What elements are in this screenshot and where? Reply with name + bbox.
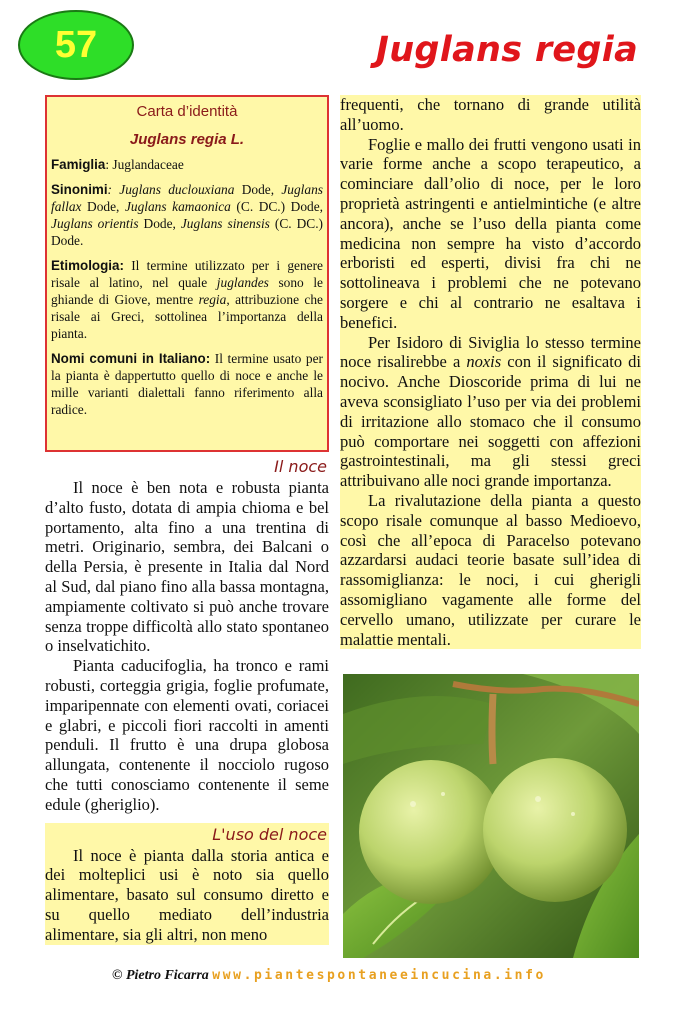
il-noce-paragraph-1: Il noce è ben nota e robusta pianta d’alto fusto, dotata di ampia chioma e bel portamento, alta fino a una trentina di metri. Originario, sembra, dei Balcani o della Persia, è presente in Italia dal Nord al Sud, dal piano fino alla bassa montagna, ampiamente coltivato si può anche trovare senza troppe difficoltà allo stato spontaneo o inselvatichito. (45, 478, 329, 656)
footer-site-link[interactable]: www.piantespontaneeincucina.info (212, 968, 546, 983)
uso-section-right (340, 95, 641, 649)
identity-card-species: Juglans regia L. (129, 131, 245, 148)
uso-paragraph-3: Per Isidoro di Siviglia lo stesso termine noce risalirebbe a noxis con il significato di nocivo. Anche Dioscoride prima di lui ne aveva sconsigliato l’uso per via dei problemi di irritazione allo stomaco che il consumo può comportare nei soggetti con affezioni gastrointestinali, ma gli stessi greci attribuivano alle noci grande importanza. (340, 332, 642, 491)
etimologia-label: Etimologia: (51, 258, 124, 273)
famiglia-label: Famiglia (51, 157, 106, 172)
page-number: 57 (54, 23, 98, 66)
nomi-comuni-entry (51, 350, 323, 418)
uso-paragraph-1: Il noce è pianta dalla storia antica e dei molteplici usi è noto sia quello alimentare, basato sul consumo diretto e su quello mediato dell’industria alimentare, sia gli altri, non meno (45, 845, 329, 944)
walnut-photo-icon (343, 674, 639, 958)
section-il-noce-title: Il noce (274, 457, 327, 476)
right-column (340, 95, 641, 649)
sinonimi-text: Juglans duclouxiana Dode, Juglans fallax Dode, Juglans kamaonica (C. DC.) Dode, Juglans orientis Dode, Juglans sinensis (C. DC.) Dode. (51, 182, 323, 248)
sinonimi-label: Sinonimi (51, 182, 108, 197)
footer (112, 968, 546, 984)
identity-card (45, 95, 329, 452)
identity-card-heading: Carta d’identità (136, 103, 238, 120)
famiglia-entry (51, 156, 323, 173)
walnut-photo (343, 674, 639, 958)
page-title: Juglans regia (375, 30, 638, 70)
il-noce-paragraph-2: Pianta caducifoglia, ha tronco e rami robusti, corteggia grigia, foglie profumate, imparipennate con elementi ovati, coriacei e glabri, e piccoli fiori raccolti in amenti penduli. Il frutto è una drupa globosa allungata, contenente il nocciolo rugoso che tutti conosciamo contenente il seme edule (gheriglio). (45, 656, 329, 814)
etimologia-text: Il termine utilizzato per i genere risale al latino, nel quale juglandes sono le ghiande di Giove, mentre regia, attribuzione che risale ai Greci, sottolinea l’importanza della pianta. (51, 258, 324, 341)
uso-paragraph-4: La rivalutazione della pianta a questo scopo risale comunque al basso Medioevo, così che all’epoca di Paracelso potevano azzardarsi audaci teorie basate sull’idea di rassomiglianza: le noci, i cui gherigli assomigliano vagamente alle forme del cervello umano, utilizzate per curare le malattie mentali. (340, 490, 641, 649)
sinonimi-entry (51, 181, 323, 249)
footer-author: © Pietro Ficarra (112, 968, 209, 983)
uso-paragraph-2: Foglie e mallo dei frutti vengono usati in varie forme anche a scopo terapeutico, a cominciare dall’olio di noce, per le loro proprietà astringenti e antielmintiche (e altre ancora), anche se l’uso della pianta come medicina non sempre ha visto d’accordo erboristi ed esperti, divisi fra chi ne sottolineava i problemi che ne potevano sorgere e chi al contrario ne esaltava i benefici. (340, 134, 641, 332)
uso-section-left (45, 823, 329, 945)
section-uso-title: L'uso del noce (212, 824, 327, 844)
nomi-comuni-label: Nomi comuni in Italiano: (51, 351, 211, 366)
sinonimi-colon: : (107, 182, 113, 197)
uso-paragraph-1-continued: frequenti, che tornano di grande utilità all’uomo. (340, 95, 641, 134)
famiglia-value: : Juglandaceae (105, 157, 184, 172)
etimologia-entry (51, 257, 323, 342)
left-column (45, 95, 329, 945)
page-number-badge (18, 10, 134, 80)
nomi-comuni-text: Il termine usato per la pianta è dappertutto quello di noce e anche le mille varianti dialettali fanno riferimento alla radice. (51, 351, 323, 417)
